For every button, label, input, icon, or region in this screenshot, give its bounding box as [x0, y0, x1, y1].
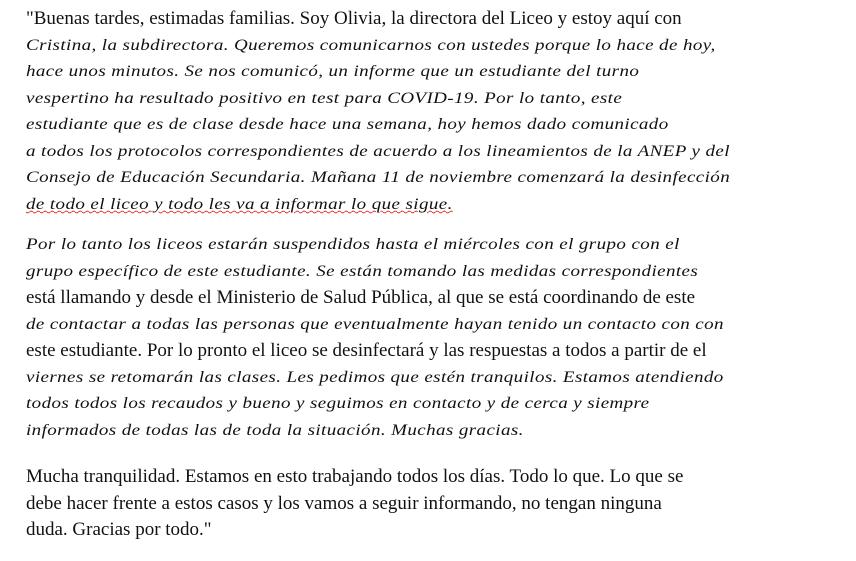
- distorted-text: a todos los protocolos correspondientes de acuerdo a los lineamientos de la ANEP y del: [26, 142, 730, 160]
- paragraph-1: [26, 6, 816, 218]
- text-line: [26, 391, 816, 418]
- text-line: [26, 312, 816, 339]
- distorted-text: de contactar a todas las personas que eventualmente hayan tenido un contacto con con: [26, 315, 724, 333]
- text-line: debe hacer frente a estos casos y los vamos a seguir informando, no tengan ninguna: [26, 492, 662, 514]
- text-line: [26, 259, 816, 286]
- text-line: [26, 86, 816, 113]
- distorted-text: informados de todas las de toda la situación. Muchas gracias.: [26, 421, 524, 439]
- text-line: está llamando y desde el Ministerio de Salud Pública, al que se está coordinando de este: [26, 287, 696, 308]
- text-line: [26, 112, 816, 139]
- text-line: [26, 418, 816, 445]
- text-line: "Buenas tardes, estimadas familias. Soy Olivia, la directora del Liceo y estoy aquí con: [26, 8, 682, 29]
- distorted-text: hace unos minutos. Se nos comunicó, un informe que un estudiante del turno: [26, 63, 640, 81]
- text-line: [26, 139, 816, 166]
- text-line: [26, 365, 816, 392]
- distorted-text: todos todos los recaudos y bueno y seguimos en contacto y de cerca y siempre: [26, 395, 650, 413]
- text-line: [26, 165, 816, 192]
- paragraph-2: [26, 232, 816, 444]
- text-line: duda. Gracias por todo.": [26, 519, 212, 540]
- paragraph-3: [26, 464, 816, 544]
- distorted-text: de todo el liceo y todo les va a informar lo que sigue.: [26, 195, 453, 213]
- distorted-text: Por lo tanto los liceos estarán suspendidos hasta el miércoles con el grupo con el: [26, 236, 680, 254]
- text-line: este estudiante. Por lo pronto el liceo se desinfectará y las respuestas a todos a partir de el: [26, 340, 707, 361]
- distorted-text: Consejo de Educación Secundaria. Mañana 11 de noviembre comenzará la desinfección: [26, 169, 731, 187]
- distorted-text: viernes se retomarán las clases. Les pedimos que estén tranquilos. Estamos atendiendo: [26, 368, 724, 386]
- text-line: [26, 232, 816, 259]
- text-line: [26, 33, 816, 60]
- text-line: [26, 59, 816, 86]
- distorted-text: grupo específico de este estudiante. Se están tomando las medidas correspondientes: [26, 262, 699, 280]
- distorted-text: vespertino ha resultado positivo en test para COVID-19. Por lo tanto, este: [26, 89, 623, 107]
- text-line: Mucha tranquilidad. Estamos en esto trabajando todos los días. Todo lo que. Lo que se: [26, 466, 684, 487]
- distorted-text: estudiante que es de clase desde hace una semana, hoy hemos dado comunicado: [26, 116, 669, 134]
- text-line: [26, 192, 816, 219]
- distorted-text: Cristina, la subdirectora. Queremos comunicarnos con ustedes porque lo hace de hoy,: [26, 36, 716, 54]
